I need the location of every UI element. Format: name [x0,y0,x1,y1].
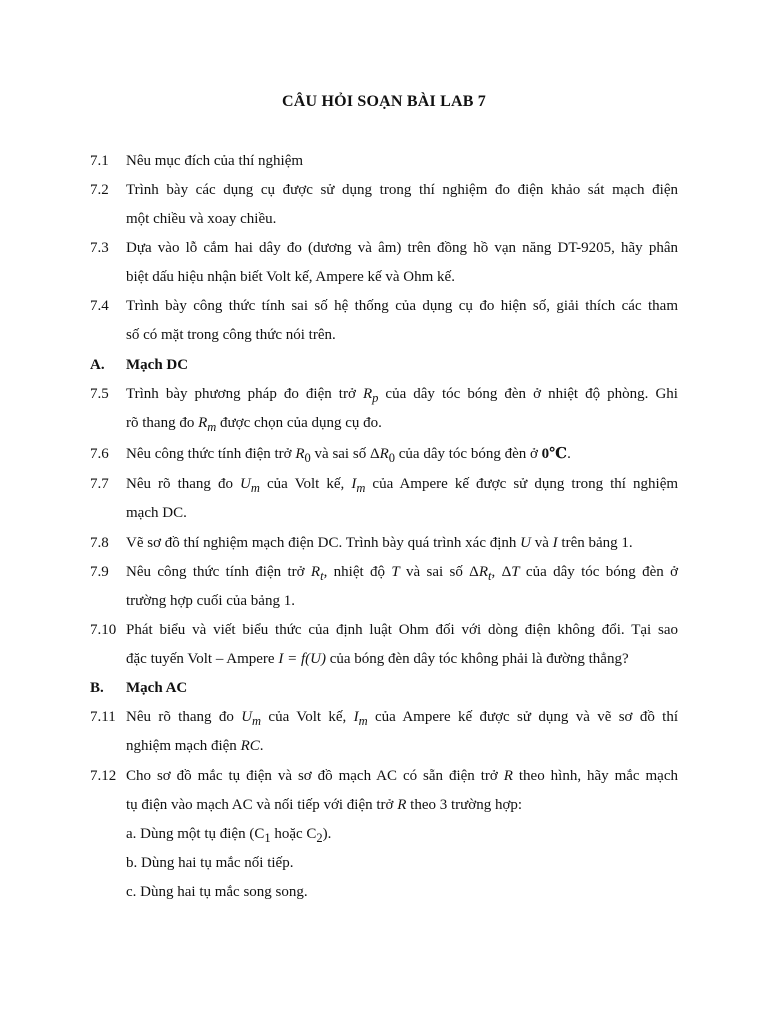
question-text: Trình bày công thức tính sai số hệ thống của dụng cụ đo hiện số, giải thích các tham [126,298,678,314]
question-text: trường hợp cuối của bảng 1. [126,593,295,609]
section-title: Mạch AC [126,680,188,696]
question-text: Dựa vào lỗ cắm hai dây đo (dương và âm) trên đồng hồ vạn năng DT-9205, hãy phân [126,240,678,256]
question-text: Nêu rõ thang đo $U_m$ của Volt kế, $I_m$ của Ampere kế được sử dụng trong thí nghiệm [126,476,679,495]
question-number: 7.9 [90,564,109,580]
question-text: Nêu công thức tính điện trở $R_0$ và sai số $\Delta R_0$ của dây tóc bóng đèn ở 0℃. [126,446,571,465]
sub-item-text: a. Dùng một tụ điện ($C_1$ hoặc $C_2$). [126,826,332,845]
sub-item-text: c. Dùng hai tụ mắc song song. [126,884,308,900]
section-label: A. [90,357,105,373]
question-text: đặc tuyến Volt – Ampere I = f(U) của bóng đèn dây tóc không phải là đường thẳng? [126,651,629,667]
question-number: 7.2 [90,182,109,198]
question-text: tụ điện vào mạch AC và nối tiếp với điện trở R theo 3 trường hợp: [126,797,523,813]
question-number: 7.10 [90,622,117,638]
question-text: mạch DC. [126,505,187,521]
question-number: 7.1 [90,153,109,169]
question-number: 7.12 [90,768,117,784]
sub-item-text: b. Dùng hai tụ mắc nối tiếp. [126,855,294,871]
question-number: 7.5 [90,386,109,402]
question-number: 7.6 [90,446,109,462]
section-label: B. [90,680,104,696]
question-number: 7.8 [90,535,109,551]
question-number: 7.7 [90,476,109,492]
question-text: một chiều và xoay chiều. [126,211,277,227]
question-number: 7.3 [90,240,109,256]
question-text: nghiệm mạch điện RC. [126,738,264,754]
question-text: biệt dấu hiệu nhận biết Volt kế, Ampere kế và Ohm kế. [126,269,455,285]
question-text: Cho sơ đồ mắc tụ điện và sơ đồ mạch AC có sẵn điện trở R theo hình, hãy mắc mạch [126,768,678,784]
question-text: số có mặt trong công thức nói trên. [126,327,336,343]
question-text: Phát biểu và viết biểu thức của định luật Ohm đối với dòng điện không đổi. Tại sao [126,622,678,638]
question-text: rõ thang đo $R_m$ được chọn của dụng cụ đo. [126,415,382,434]
question-text: Vẽ sơ đồ thí nghiệm mạch điện DC. Trình bày quá trình xác định U và I trên bảng 1. [126,535,633,551]
question-text: Nêu công thức tính điện trở $R_t$, nhiệt độ T và sai số $\Delta R_t$, ΔT của dây tóc bóng đèn ở [126,564,679,583]
question-text: Nêu rõ thang đo $U_m$ của Volt kế, $I_m$ của Ampere kế được sử dụng và vẽ sơ đồ thí [126,709,678,728]
question-number: 7.4 [90,298,109,314]
question-number: 7.11 [90,709,116,725]
section-title: Mạch DC [126,357,189,373]
question-text: Nêu mục đích của thí nghiệm [126,153,304,169]
question-text: Trình bày các dụng cụ được sử dụng trong thí nghiệm đo điện khảo sát mạch điện [126,182,678,198]
question-text: Trình bày phương pháp đo điện trở $R_p$ của dây tóc bóng đèn ở nhiệt độ phòng. Ghi [126,386,678,405]
document-title: CÂU HỎI SOẠN BÀI LAB 7 [282,93,486,110]
